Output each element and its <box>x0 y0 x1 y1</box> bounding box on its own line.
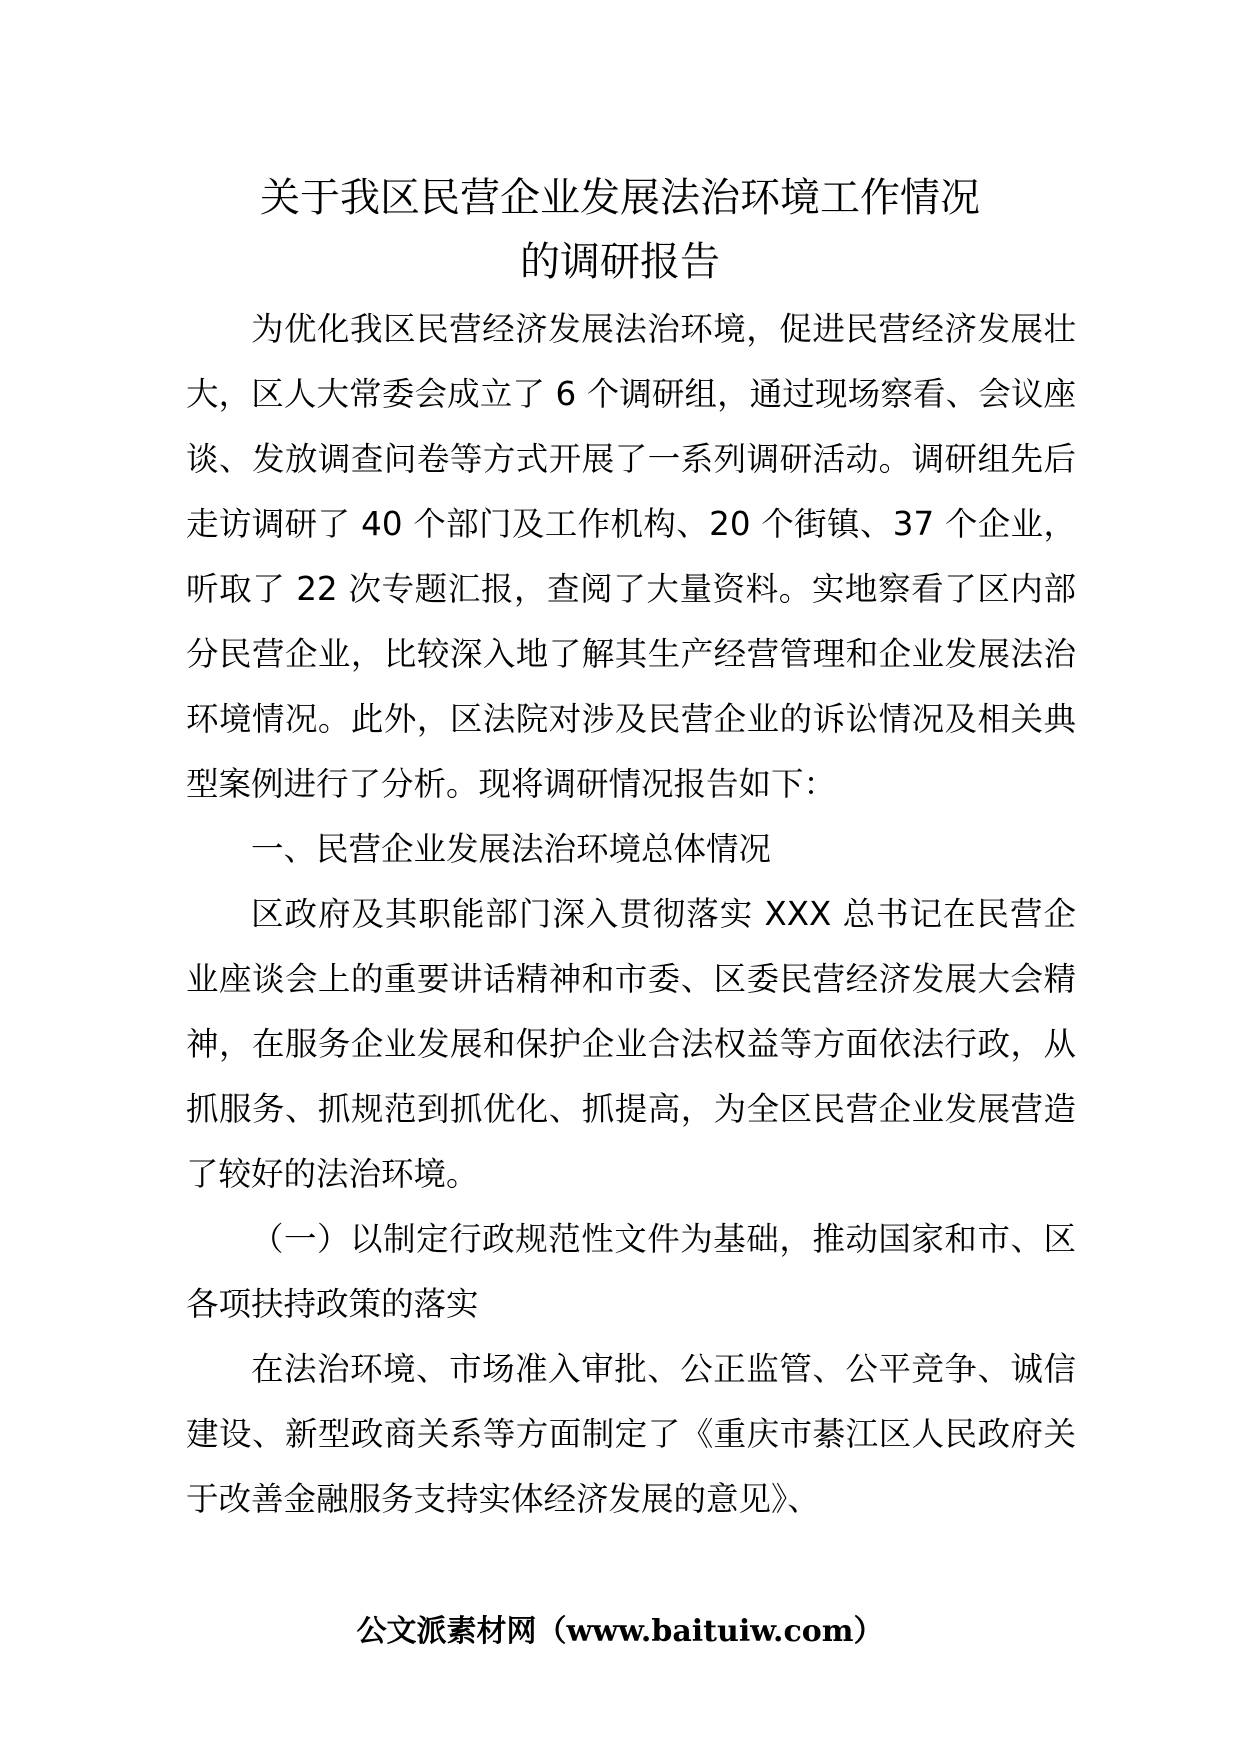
document-title-line-2: 的调研报告 <box>520 239 720 285</box>
document-body <box>186 297 1076 1532</box>
paragraph-intro: 为优化我区民营经济发展法治环境，促进民营经济发展壮大，区人大常委会成立了 6 个调研组，通过现场察看、会议座谈、发放调查问卷等方式开展了一系列调研活动。调研组先后走访调研了 40 个部门及工作机构、20 个街镇、37 个企业，听取了 22 次专题汇报，查阅了大量资料。实地察看了区内部分民营企业，比较深入地了解其生产经营管理和企业发展法治环境情况。此外，区法院对涉及民营企业的诉讼情况及相关典型案例进行了分析。现将调研情况报告如下： <box>186 310 1076 803</box>
paragraph-overview: 区政府及其职能部门深入贯彻落实 XXX 总书记在民营企业座谈会上的重要讲话精神和市委、区委民营经济发展大会精神，在服务企业发展和保护企业合法权益等方面依法行政，从抓服务、抓规范到抓优化、抓提高，为全区民营企业发展营造了较好的法治环境。 <box>186 895 1076 1193</box>
subsection-heading-1: （一）以制定行政规范性文件为基础，推动国家和市、区各项扶持政策的落实 <box>186 1220 1076 1323</box>
paragraph-policies: 在法治环境、市场准入审批、公正监管、公平竞争、诚信建设、新型政商关系等方面制定了《重庆市綦江区人民政府关于改善金融服务支持实体经济发展的意见》、 <box>186 1350 1076 1518</box>
document-title-line-1: 关于我区民营企业发展法治环境工作情况 <box>260 175 980 221</box>
footer-watermark: 公文派素材网（www.baituiw.com） <box>356 1614 884 1649</box>
section-heading-1: 一、民营企业发展法治环境总体情况 <box>251 830 772 868</box>
